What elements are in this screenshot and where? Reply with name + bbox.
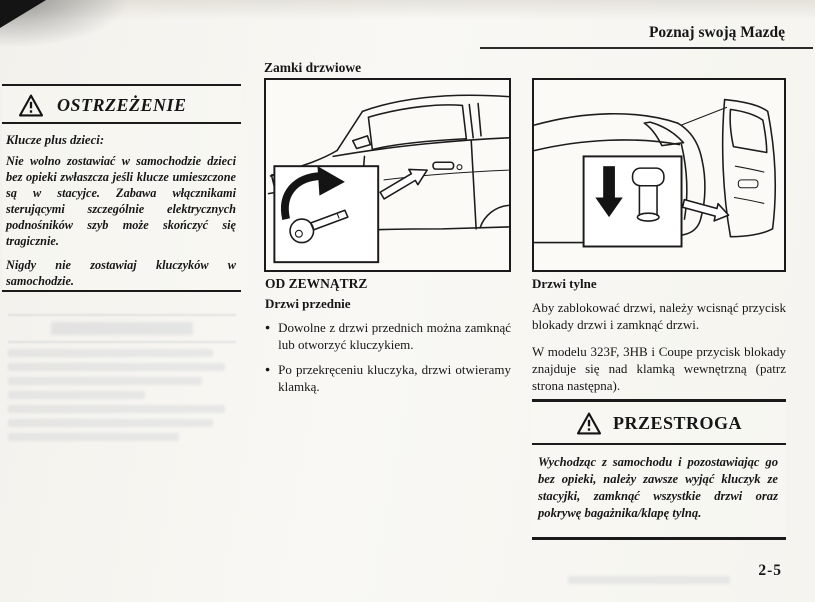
warning-box-ostrzezenie: [2, 84, 241, 292]
warning-heading: Klucze plus dzieci:: [6, 132, 105, 147]
rear-doors-paragraph: W modelu 323F, 3HB i Coupe przycisk blokady znajduje się nad klamką wewnętrzną (patrz strona następna).: [532, 343, 786, 394]
warning-paragraph: Nigdy nie zostawiaj kluczyków w samochodzie.: [6, 258, 236, 289]
warning-triangle-icon: [18, 94, 44, 117]
bullet-icon: ●: [265, 322, 271, 332]
caution-paragraph: Wychodząc z samochodu i pozostawiając go bez opieki, należy zawsze wyjąć kluczyk ze stacyjki, zamknąć wszystkie drzwi oraz pokrywę bagażnika/klapę tylną.: [538, 454, 778, 521]
bleed-through-artifact: [8, 308, 236, 447]
page-number: 2-5: [758, 562, 782, 579]
bullet-item: [265, 361, 511, 395]
rear-doors-section: [532, 276, 786, 403]
bullet-item: [265, 319, 511, 353]
front-doors-section: [265, 276, 511, 404]
car-rear-door-illustration: [534, 80, 784, 270]
subsection-title-rear-doors: Drzwi tylne: [532, 276, 597, 291]
caution-body: [532, 445, 786, 523]
warning-body: [2, 124, 241, 291]
caution-title: PRZESTROGA: [612, 413, 743, 433]
warning-title-row: [2, 86, 241, 122]
subsection-title-front-doors: Drzwi przednie: [265, 296, 351, 311]
page-header: Poznaj swoją Mazdę: [648, 24, 785, 41]
header-rule: [480, 47, 813, 49]
figure-label: Zamki drzwiowe: [264, 60, 362, 75]
bleed-through-artifact: [568, 570, 758, 590]
car-front-door-illustration: [266, 80, 509, 270]
bullet-text: Po przekręceniu kluczyka, drzwi otwieramy klamką.: [278, 362, 511, 395]
warning-title: OSTRZEŻENIE: [57, 95, 187, 115]
figure-front-door-lock: [264, 78, 511, 272]
warning-triangle-icon: [576, 412, 602, 435]
figure-rear-door-lock: [532, 78, 786, 272]
section-title-outside: OD ZEWNĄTRZ: [265, 276, 368, 291]
caution-box-przestroga: [532, 399, 786, 540]
warning-paragraph: Nie wolno zostawiać w samochodzie dzieci bez opieki zwłaszcza jeśli klucze umieszczone są w stacyjce. Zabawa włącznikami sterującymi szczególnie elektrycznych podnośników szyb może skończyć się tragicznie.: [6, 154, 236, 249]
page-corner-artifact: [0, 0, 46, 28]
rear-doors-paragraph: Aby zablokować drzwi, należy wcisnąć przycisk blokady drzwi i zamknąć drzwi.: [532, 300, 786, 333]
bullet-text: Dowolne z drzwi przednich można zamknąć lub otworzyć kluczykiem.: [278, 320, 511, 353]
bullet-icon: ●: [265, 364, 271, 375]
front-doors-bullet-list: [265, 319, 511, 396]
caution-title-row: [532, 402, 786, 443]
